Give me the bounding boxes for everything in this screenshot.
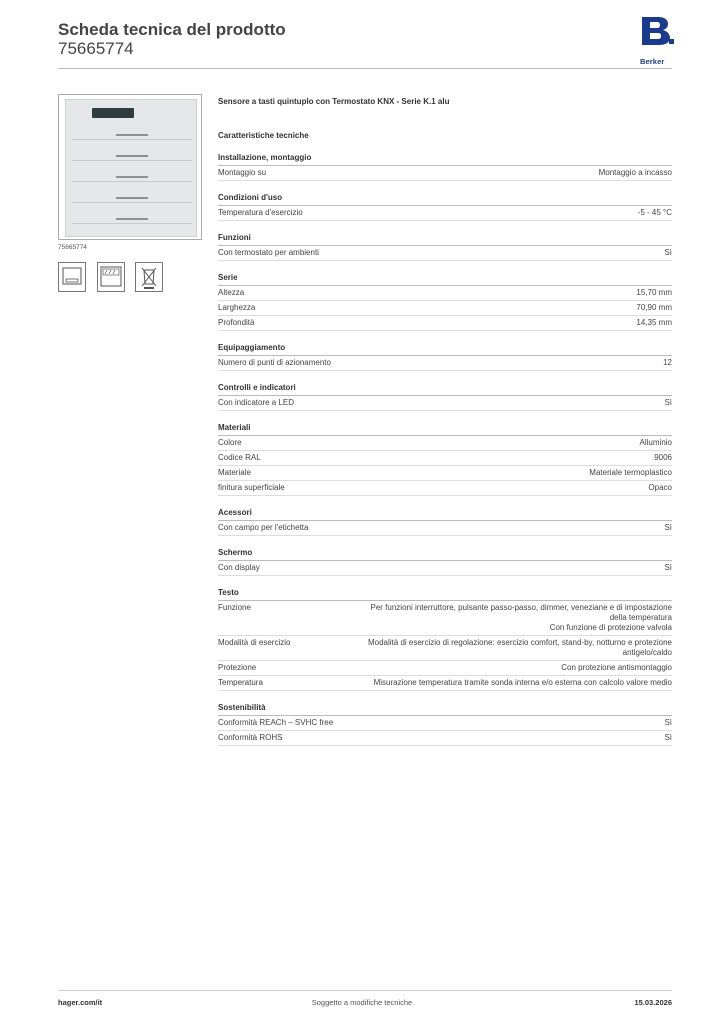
- spec-value: Per funzioni interruttore, pulsante passo-passo, dimmer, veneziane e di impostazione della temperatura Con funzione di protezione valvola: [370, 603, 672, 632]
- spec-row: [218, 396, 672, 411]
- spec-row: [218, 676, 672, 691]
- device-key: [72, 204, 192, 224]
- spec-row: [218, 206, 672, 221]
- spec-group: [218, 702, 672, 746]
- spec-value: Modalità di esercizio di regolazione: esercizio comfort, stand-by, notturno e protezione antigelo/caldo: [367, 638, 672, 657]
- spec-value: -5 - 45 °C: [637, 208, 672, 217]
- page-title: Scheda tecnica del prodotto: [58, 20, 286, 39]
- spec-row: [218, 356, 672, 371]
- spec-row: [218, 601, 672, 636]
- spec-group-title: Testo: [218, 587, 672, 601]
- spec-group-title: Schermo: [218, 547, 672, 561]
- spec-value: 9006: [654, 453, 672, 462]
- spec-label: Montaggio su: [218, 168, 267, 177]
- spec-group-title: Sostenibilità: [218, 702, 672, 716]
- footer-link[interactable]: hager.com/it: [58, 998, 103, 1007]
- spec-group: [218, 342, 672, 371]
- spec-row: [218, 731, 672, 746]
- spec-label: Con termostato per ambienti: [218, 248, 319, 257]
- spec-value: Sì: [664, 248, 672, 257]
- device-key: [72, 162, 192, 182]
- spec-value: 12: [663, 358, 672, 367]
- spec-label: Con campo per l'etichetta: [218, 523, 309, 532]
- features-title: Caratteristiche tecniche: [218, 131, 309, 140]
- spec-value: Sì: [664, 398, 672, 407]
- spec-row: [218, 286, 672, 301]
- spec-label: Codice RAL: [218, 453, 261, 462]
- spec-label: Numero di punti di azionamento: [218, 358, 331, 367]
- spec-value: Misurazione temperatura tramite sonda interna e/o esterna con calcolo valore medio: [373, 678, 672, 687]
- footer-divider: [58, 990, 672, 991]
- spec-label: Conformità REACh – SVHC free: [218, 718, 334, 727]
- spec-value: Sì: [664, 523, 672, 532]
- spec-row: [218, 436, 672, 451]
- spec-group: [218, 547, 672, 576]
- spec-label: Temperatura d'esercizio: [218, 208, 303, 217]
- spec-value: Materiale termoplastico: [589, 468, 672, 477]
- product-number: 75665774: [58, 39, 134, 58]
- spec-row: [218, 661, 672, 676]
- spec-value: Alluminio: [639, 438, 672, 447]
- spec-group: [218, 192, 672, 221]
- spec-label: Con display: [218, 563, 260, 572]
- product-name: Sensore a tasti quintuplo con Termostato KNX - Serie K.1 alu: [218, 97, 450, 106]
- spec-group-title: Acessori: [218, 507, 672, 521]
- logo-brand-text: Berker: [640, 57, 665, 66]
- spec-value: 70,90 mm: [636, 303, 672, 312]
- spec-label: Colore: [218, 438, 242, 447]
- spec-row: [218, 466, 672, 481]
- spec-row: [218, 316, 672, 331]
- spec-group-title: Installazione, montaggio: [218, 152, 672, 166]
- image-caption: 75665774: [58, 244, 87, 251]
- spec-row: [218, 166, 672, 181]
- berker-logo: [638, 17, 678, 66]
- spec-label: Funzione: [218, 603, 251, 612]
- spec-value: Sì: [664, 733, 672, 742]
- spec-group: [218, 507, 672, 536]
- berker-logo-mark: [640, 17, 674, 45]
- spec-group-title: Serie: [218, 272, 672, 286]
- spec-value: Con protezione antismontaggio: [561, 663, 672, 672]
- device-key: [72, 183, 192, 203]
- device-display: [92, 108, 134, 118]
- device-key: [72, 120, 192, 140]
- spec-row: [218, 451, 672, 466]
- spec-label: Modalità di esercizio: [218, 638, 291, 647]
- spec-label: Profondità: [218, 318, 255, 327]
- spec-table: [218, 152, 672, 757]
- spec-group: [218, 232, 672, 261]
- spec-group: [218, 272, 672, 331]
- spec-row: [218, 521, 672, 536]
- spec-label: Altezza: [218, 288, 245, 297]
- spec-label: Temperatura: [218, 678, 263, 687]
- weee-bin-icon: [135, 262, 163, 292]
- footer-date: 15.03.2026: [634, 998, 672, 1007]
- spec-group-title: Equipaggiamento: [218, 342, 672, 356]
- flush-mount-icon: [58, 262, 86, 292]
- spec-value: 14,35 mm: [636, 318, 672, 327]
- spec-label: Larghezza: [218, 303, 256, 312]
- product-image: [58, 94, 202, 240]
- spec-label: Materiale: [218, 468, 251, 477]
- spec-value: Sì: [664, 718, 672, 727]
- spec-label: Con indicatore a LED: [218, 398, 295, 407]
- spec-row: [218, 636, 672, 661]
- spec-value: Sì: [664, 563, 672, 572]
- spec-group-title: Materiali: [218, 422, 672, 436]
- spec-row: [218, 481, 672, 496]
- spec-label: Conformità ROHS: [218, 733, 283, 742]
- spec-group: [218, 587, 672, 691]
- spec-group-title: Condizioni d'uso: [218, 192, 672, 206]
- spec-row: [218, 246, 672, 261]
- device-illustration: [65, 99, 197, 237]
- spec-group: [218, 382, 672, 411]
- spec-value: 15,70 mm: [636, 288, 672, 297]
- spec-row: [218, 561, 672, 576]
- spec-value: Montaggio a incasso: [598, 168, 672, 177]
- spec-label: finitura superficiale: [218, 483, 285, 492]
- footer-notice: Soggetto a modifiche tecniche: [311, 998, 413, 1007]
- spec-label: Protezione: [218, 663, 257, 672]
- device-key: [72, 141, 192, 161]
- spec-value: Opaco: [648, 483, 672, 492]
- spec-group-title: Funzioni: [218, 232, 672, 246]
- spec-row: [218, 301, 672, 316]
- knx-icon: [97, 262, 125, 292]
- spec-row: [218, 716, 672, 731]
- spec-group: [218, 152, 672, 181]
- header-divider: [58, 68, 672, 69]
- spec-group-title: Controlli e indicatori: [218, 382, 672, 396]
- spec-group: [218, 422, 672, 496]
